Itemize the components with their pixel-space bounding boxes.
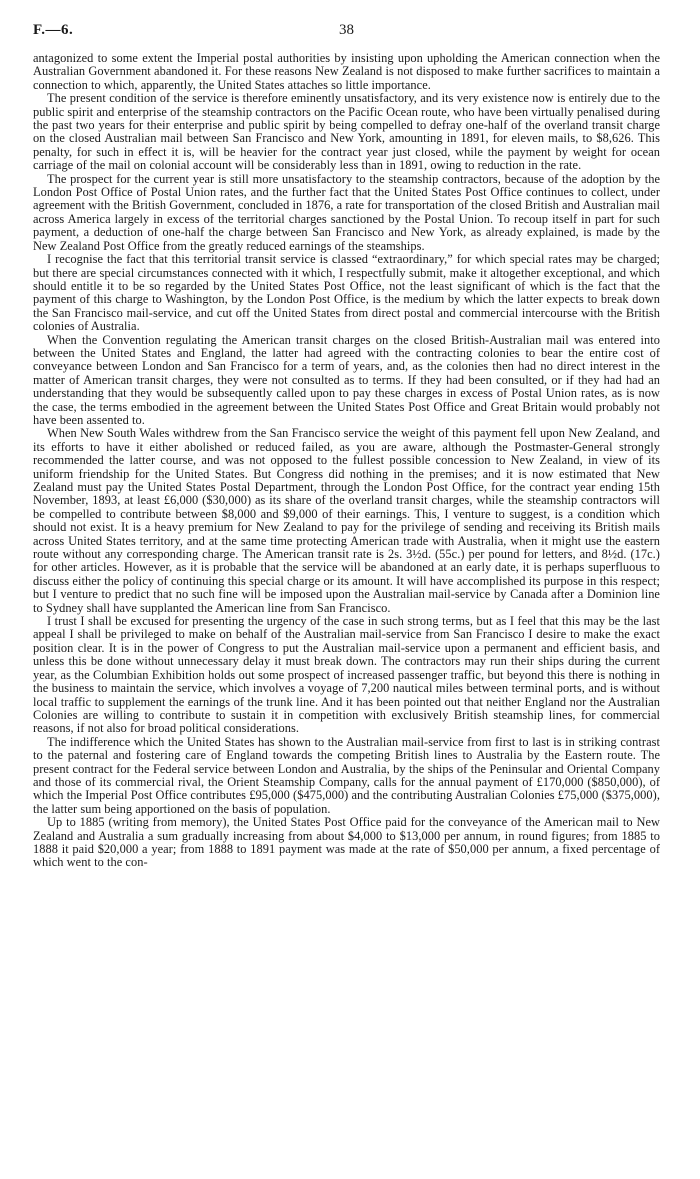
page-header	[33, 22, 660, 46]
body-text	[33, 52, 660, 870]
paragraph-payments-history: Up to 1885 (writing from memory), the United States Post Office paid for the conveyance of the American mail to New Zealand and Australia a sum gradually increasing from about $4,000 to $13,000 per annum, in round figures; from 1885 to 1888 it paid $20,000 a year; from 1888 to 1891 payment was made at the rate of $50,000 per annum, a fixed percentage of which went to the con-	[33, 815, 660, 870]
page-number: 38	[339, 22, 354, 38]
paragraph-urgency: I trust I shall be excused for presenting the urgency of the case in such strong terms, but as I feel that this may be the last appeal I shall be privileged to make on behalf of the Australian mail-service from San Francisco I desire to make the exact position clear. It is in the power of Congress to put the Australian mail-service upon a permanent and efficient basis, and unless this be done without unnecessary delay it must break down. The contractors may run their ships during the current year, as the Columbian Exhibition holds out some prospect of increased passenger traffic, but beyond this there is nothing in the business to maintain the service, which involves a voyage of 7,200 nautical miles between terminal ports, and is without local traffic to supplement the earnings of the trunk line. And it has been pointed out that neither England nor the Australian Colonies are willing to contribute to sustain it in competition with exclusively British steamship lines, for commercial reasons, if not also for broad political considerations.	[33, 614, 660, 736]
paragraph-continued: antagonized to some extent the Imperial postal authorities by insisting upon upholding the American connection when the Australian Government abandoned it. For these reasons New Zealand is not disposed to make further sacrifices to maintain a connection to which, apparently, the United States attaches so little importance.	[33, 51, 660, 92]
paragraph-service-condition: The present condition of the service is therefore eminently unsatisfactory, and its very existence now is entirely due to the public spirit and enterprise of the steamship contractors on the Pacific Ocean route, who have been virtually penalised during the past two years for their enterprise and public spirit by being compelled to defray one-half of the overland transit charge on the closed Australian mail between San Francisco and New York, amounting in 1891, for eleven mails, to $8,626. This penalty, for such in effect it is, will be heavier for the contract year just closed, while the payment by weight for ocean carriage of the mail on colonial account will be considerably less than in 1891, owing to reduction in the rate.	[33, 91, 660, 173]
paragraph-territorial-transit: I recognise the fact that this territorial transit service is classed “extraordinary,” for which special rates may be charged; but there are special circumstances connected with it which, I respectfully submit, make it altogether exceptional, and which should entitle it to be so regarded by the United States Post Office, not the least significant of which is the fact that the payment of this charge to Washington, by the London Post Office, is the medium by which the latter expects to break down the San Francisco mail-service, and cut off the United States from direct postal and commercial intercourse with the British colonies of Australia.	[33, 252, 660, 334]
document-reference: F.—6.	[33, 22, 74, 38]
paragraph-convention: When the Convention regulating the American transit charges on the closed British-Australian mail was entered into between the United States and England, the latter had agreed with the contracting colonies to bear the entire cost of conveyance between London and San Francisco for a term of years, and, as the colonies then had no direct interest in the matter of American transit charges, they were not consulted as to terms. If they had been consulted, or if they had had an understanding that they would be subsequently called upon to pay these charges in excess of Postal Union rates, as is now the case, the terms embodied in the agreement between the United States Post Office and Great Britain would probably not have been assented to.	[33, 332, 660, 427]
paragraph-indifference: The indifference which the United States has shown to the Australian mail-service from first to last is in striking contrast to the paternal and fostering care of England towards the competing British lines to Australia by the Eastern route. The present contract for the Federal service between London and Australia, by the ships of the Peninsular and Oriental Company and those of its commercial rival, the Orient Steamship Company, calls for the annual payment of £170,000 ($850,000), of which the Imperial Post Office contributes £95,000 ($475,000) and the contributing Australian Colonies £75,000 ($375,000), the latter sum being apportioned on the basis of population.	[33, 734, 660, 816]
paragraph-current-year-prospect: The prospect for the current year is still more unsatisfactory to the steamship contractors, because of the adoption by the London Post Office of Postal Union rates, and the further fact that the United States Post Office continues to collect, under agreement with the British Government, concluded in 1876, a rate for transportation of the closed British and Australian mail across America largely in excess of the territorial charges sanctioned by the Postal Union. To recoup itself in part for such payment, a deduction of one-half the charge between San Francisco and New York, as already explained, is made by the New Zealand Post Office from the greatly reduced earnings of the steamships.	[33, 171, 660, 253]
paragraph-new-south-wales: When New South Wales withdrew from the San Francisco service the weight of this payment fell upon New Zealand, and its efforts to have it either abolished or reduced failed, as you are aware, although the Postmaster-General strongly recommended the latter course, and was not opposed to the fullest possible concession to New Zealand, in view of its uniform friendship for the United States. But Congress did nothing in the premises; and it is now estimated that New Zealand must pay the United States Postal Department, through the London Post Office, for the contract year ending 15th November, 1893, at least £6,000 ($30,000) as its share of the overland transit charges, while the steamship contractors will be compelled to contribute between $8,000 and $9,000 of their earnings. This, I venture to suggest, is a condition which should not exist. It is a heavy premium for New Zealand to pay for the privilege of sending and receiving its British mails across United States territory, and at the same time protecting American trade with Australia, when it might use the eastern route without any corresponding charge. The American transit rate is 2s. 3½d. (55c.) per pound for letters, and 8½d. (17c.) for other articles. However, as it is probable that the service will be abandoned at an early date, it is perhaps superfluous to discuss either the policy of continuing this special charge or its amount. It will have accomplished its purpose in this respect; but I venture to predict that no such fine will be imposed upon the Australian mail-service by Canada after a Dominion line to Sydney shall have supplanted the American line from San Francisco.	[33, 426, 660, 615]
